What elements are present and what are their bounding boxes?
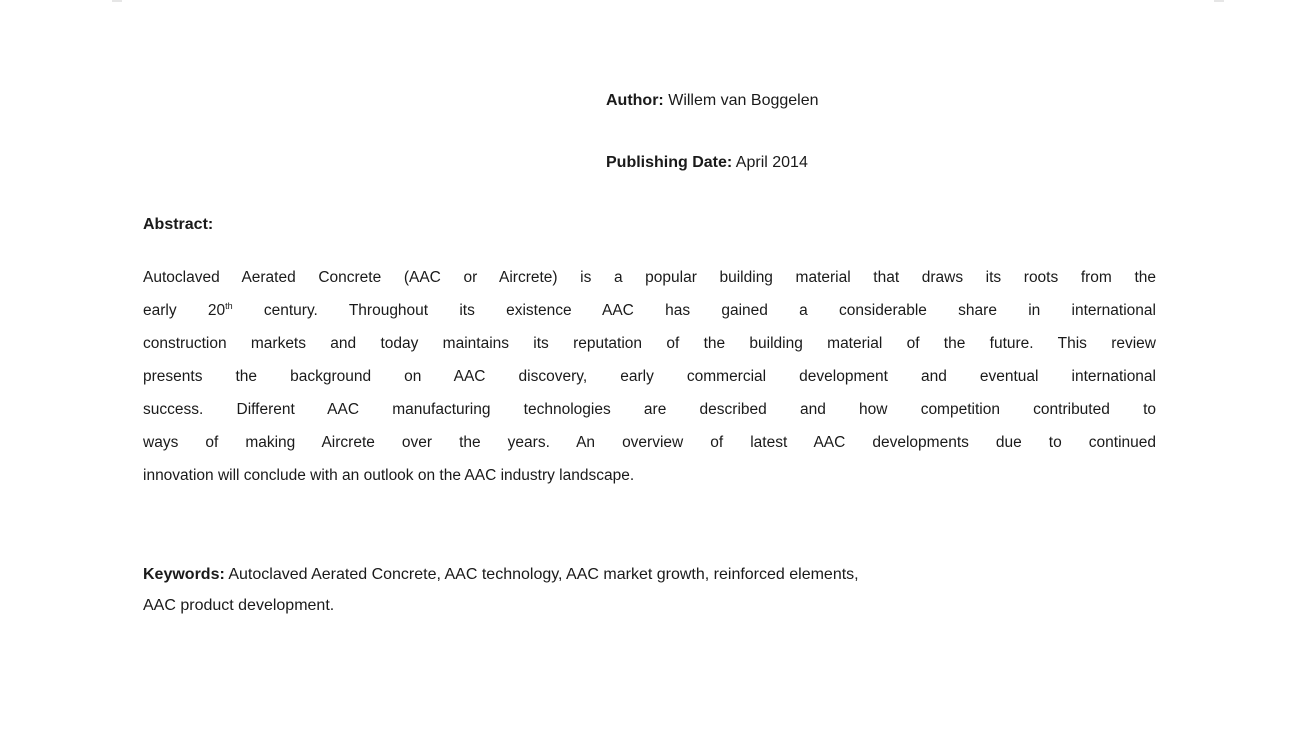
corner-mark-right: [1214, 0, 1224, 2]
author-line: [606, 91, 819, 111]
abstract-line: presents the background on AAC discovery, early commercial development and eventual international: [143, 368, 1156, 385]
publishing-date-line: [606, 153, 808, 173]
abstract-line: innovation will conclude with an outlook on the AAC industry landscape.: [143, 467, 635, 484]
ordinal-superscript: th: [225, 300, 233, 311]
abstract-line: [143, 294, 1156, 327]
abstract-line: Autoclaved Aerated Concrete (AAC or Aircrete) is a popular building material that draws its roots from the: [143, 269, 1156, 286]
keywords-text: Autoclaved Aerated Concrete, AAC technology, AAC market growth, reinforced elements,: [224, 566, 859, 583]
keywords-section: [143, 559, 1143, 621]
publishing-date-label: Publishing Date:: [606, 154, 733, 171]
corner-mark-left: [112, 0, 122, 2]
abstract-body: [143, 261, 1156, 492]
abstract-line: success. Different AAC manufacturing technologies are described and how competition contributed to: [143, 401, 1156, 418]
abstract-line: ways of making Aircrete over the years. An overview of latest AAC developments due to continued: [143, 434, 1156, 451]
abstract-line-text: century. Throughout its existence AAC has gained a considerable share in international: [232, 302, 1156, 319]
abstract-line-text: early 20: [143, 302, 226, 319]
abstract-line: construction markets and today maintains its reputation of the building material of the future. This review: [143, 335, 1156, 352]
keywords-line: AAC product development.: [143, 597, 335, 614]
author-value: Willem van Boggelen: [663, 92, 819, 109]
keywords-label: Keywords:: [143, 566, 225, 583]
publishing-date-value: April 2014: [732, 154, 808, 171]
abstract-heading: Abstract:: [143, 216, 214, 233]
author-label: Author:: [606, 92, 664, 109]
keywords-line: [143, 559, 1143, 590]
